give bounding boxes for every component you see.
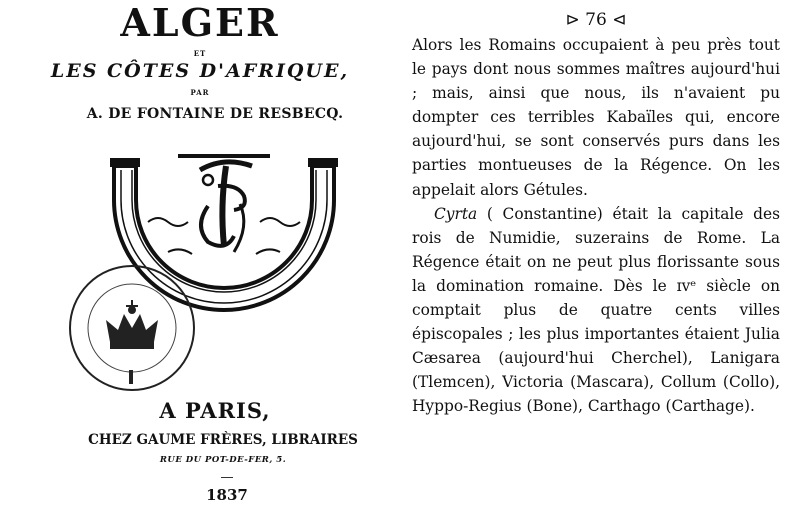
book-subtitle: LES CÔTES D'AFRIQUE,	[50, 60, 350, 82]
publisher-address: RUE DU POT-DE-FER, 5.	[159, 455, 287, 465]
publisher-name: CHEZ GAUME FRÈRES, LIBRAIRES	[88, 432, 358, 448]
paragraph-2-italic: Cyrta	[434, 204, 478, 223]
library-stamp	[62, 258, 202, 398]
author-name: A. DE FONTAINE DE RESBECQ.	[86, 106, 344, 122]
crown-icon	[106, 300, 158, 349]
book-title: ALGER	[120, 0, 280, 45]
page-number: ⊳ 76 ⊲	[565, 10, 627, 30]
paragraph-2-text: ( Constantine) était la capitale des rois de Numidie, suzerains de Rome. La Régence était on ne peut plus florissante sous la domination romaine. Dès le ɪᴠᵉ siècle on comptait plus de quatre cents villes épiscopales ; les plus importantes étaient Julia Cæsarea (aujourd'hui Cherchel), Lanigara (Tlemcen), Victoria (Mascara), Collum (Collo), Hyppo-Regius (Bone), Carthago (Carthage).	[412, 204, 780, 416]
paragraph-2	[412, 202, 780, 419]
monogram-icon	[200, 162, 252, 252]
by-label: PAR	[190, 88, 210, 97]
text-page	[410, 0, 782, 517]
page-body	[412, 33, 780, 419]
title-conjunction: ET	[193, 49, 207, 58]
paragraph-1: Alors les Romains occupaient à peu près tout le pays dont nous sommes maîtres aujourd'hui ; mais, ainsi que nous, ils n'avaient pu dompter ces terribles Kabaïles qui, encore aujourd'hui, se sont conservés purs dans les parties montueuses de la Régence. On les appelait alors Gétules.	[412, 36, 780, 199]
publication-city: A PARIS,	[159, 398, 271, 423]
separator-rule	[221, 477, 233, 478]
publication-year: 1837	[206, 486, 248, 504]
